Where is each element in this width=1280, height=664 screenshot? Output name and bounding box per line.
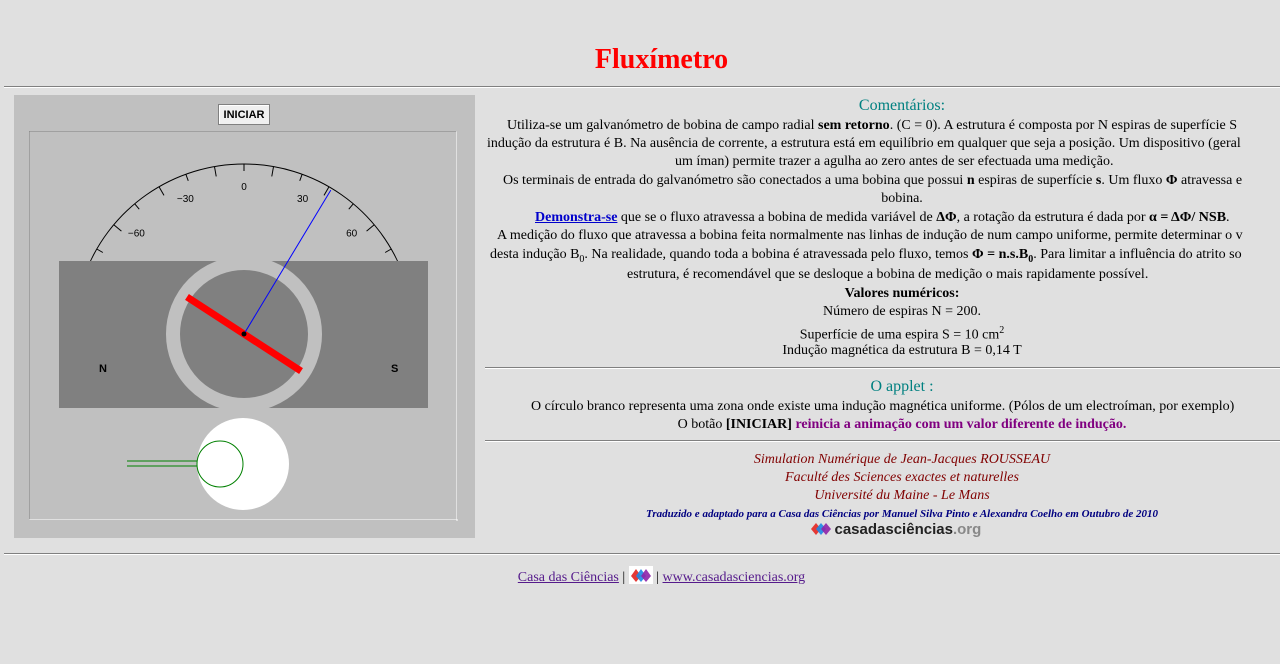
values-inducao: Indução magnética da estrutura B = 0,14 T (782, 343, 1022, 358)
comments-line-5: bobina. (881, 191, 923, 206)
description-panel (485, 0, 1280, 664)
needle-pivot (242, 332, 247, 337)
applet-info-line-1: O círculo branco representa uma zona onde existe uma indução magnética uniforme. (Pólos de um electroíman, por exemplo) (531, 399, 1235, 414)
pole-n-label: N (99, 363, 107, 375)
footer-separator-1: | (622, 570, 626, 585)
casa-das-ciencias-logo-icon (811, 521, 831, 537)
credits-divider (485, 440, 1280, 442)
gauge-tick-label: −60 (127, 228, 145, 240)
values-superficie: Superfície de uma espira S = 10 $cm^2$ (799, 325, 1005, 343)
comments-line-7: A medição do fluxo que atravessa a bobina feita normalmente nas linhas de indução de num campo uniforme, permite determinar o v (497, 228, 1243, 243)
applet-heading: O applet : (870, 378, 934, 395)
applet-info-line-2: O botão [INICIAR] reinicia a animação com um valor diferente de indução. (677, 417, 1127, 432)
footer-separator-2: | (656, 570, 660, 585)
start-button[interactable]: INICIAR (218, 104, 270, 125)
credit-university: Université du Maine - Le Mans (814, 488, 990, 503)
gauge-tick-label: 30 (297, 194, 309, 206)
footer (0, 566, 1280, 588)
comments-line-8: desta indução $B_0$. Na realidade, quando toda a bobina é atravessada pelo fluxo, temos $\Phi = n.s.B_0$. Para limitar a influência do atrito so (490, 247, 1242, 265)
comments-line-1: Utiliza-se um galvanómetro de bobina de campo radial sem retorno. (C = 0). A estrutura é composta por N espiras de superfície S (507, 118, 1238, 133)
footer-link-casa[interactable]: Casa das Ciências (517, 570, 619, 585)
credit-author: Simulation Numérique de Jean-Jacques ROUSSEAU (753, 452, 1051, 467)
credit-faculty: Faculté des Sciences exactes et naturelles (785, 470, 1019, 485)
casa-das-ciencias-small-icon (629, 566, 653, 584)
comments-heading: Comentários: (858, 97, 946, 114)
values-espiras: Número de espiras N = 200. (823, 304, 981, 319)
demonstra-se-link[interactable]: Demonstra-se (535, 210, 618, 225)
pole-s-label: S (391, 363, 399, 375)
applet-canvas[interactable] (29, 131, 458, 521)
gauge-tick-label: −30 (176, 194, 194, 206)
comments-line-9: estrutura, é recomendável que se desloque a bobina de medição o mais rapidamente possível. (627, 267, 1149, 282)
comments-line-2: indução da estrutura é B. Na ausência de corrente, a estrutura está em equilíbrio em qualquer que seja a posição. Um dispositivo (geral (487, 136, 1241, 151)
mid-divider (485, 367, 1280, 369)
comments-line-4: Os terminais de entrada do galvanómetro são conectados a uma bobina que possui n espiras de superfície s. Um fluxo Φ atravessa e (503, 173, 1243, 188)
credit-translation: Traduzido e adaptado para a Casa das Ciências por Manuel Silva Pinto e Alexandra Coelho em Outubro de 2010 (646, 508, 1158, 520)
fluxmeter-applet[interactable] (14, 95, 475, 538)
values-heading: Valores numéricos: (844, 286, 960, 301)
comments-line-6: Demonstra-se que se o fluxo atravessa a bobina de medida variável de ΔΦ, a rotação da estrutura é dada por α = ΔΦ/ NSB. (535, 210, 1230, 225)
comments-line-3: um íman) permite trazer a agulha ao zero antes de ser efectuada uma medição. (675, 154, 1114, 169)
footer-divider (4, 553, 1280, 555)
gauge-tick-label: 60 (346, 228, 358, 240)
footer-link-website[interactable]: www.casadasciencias.org (662, 570, 806, 585)
gauge-tick-label: 0 (241, 182, 247, 193)
casa-das-ciencias-logo: casadasciências.org (811, 521, 981, 539)
page-title: Fluxímetro (594, 44, 729, 75)
